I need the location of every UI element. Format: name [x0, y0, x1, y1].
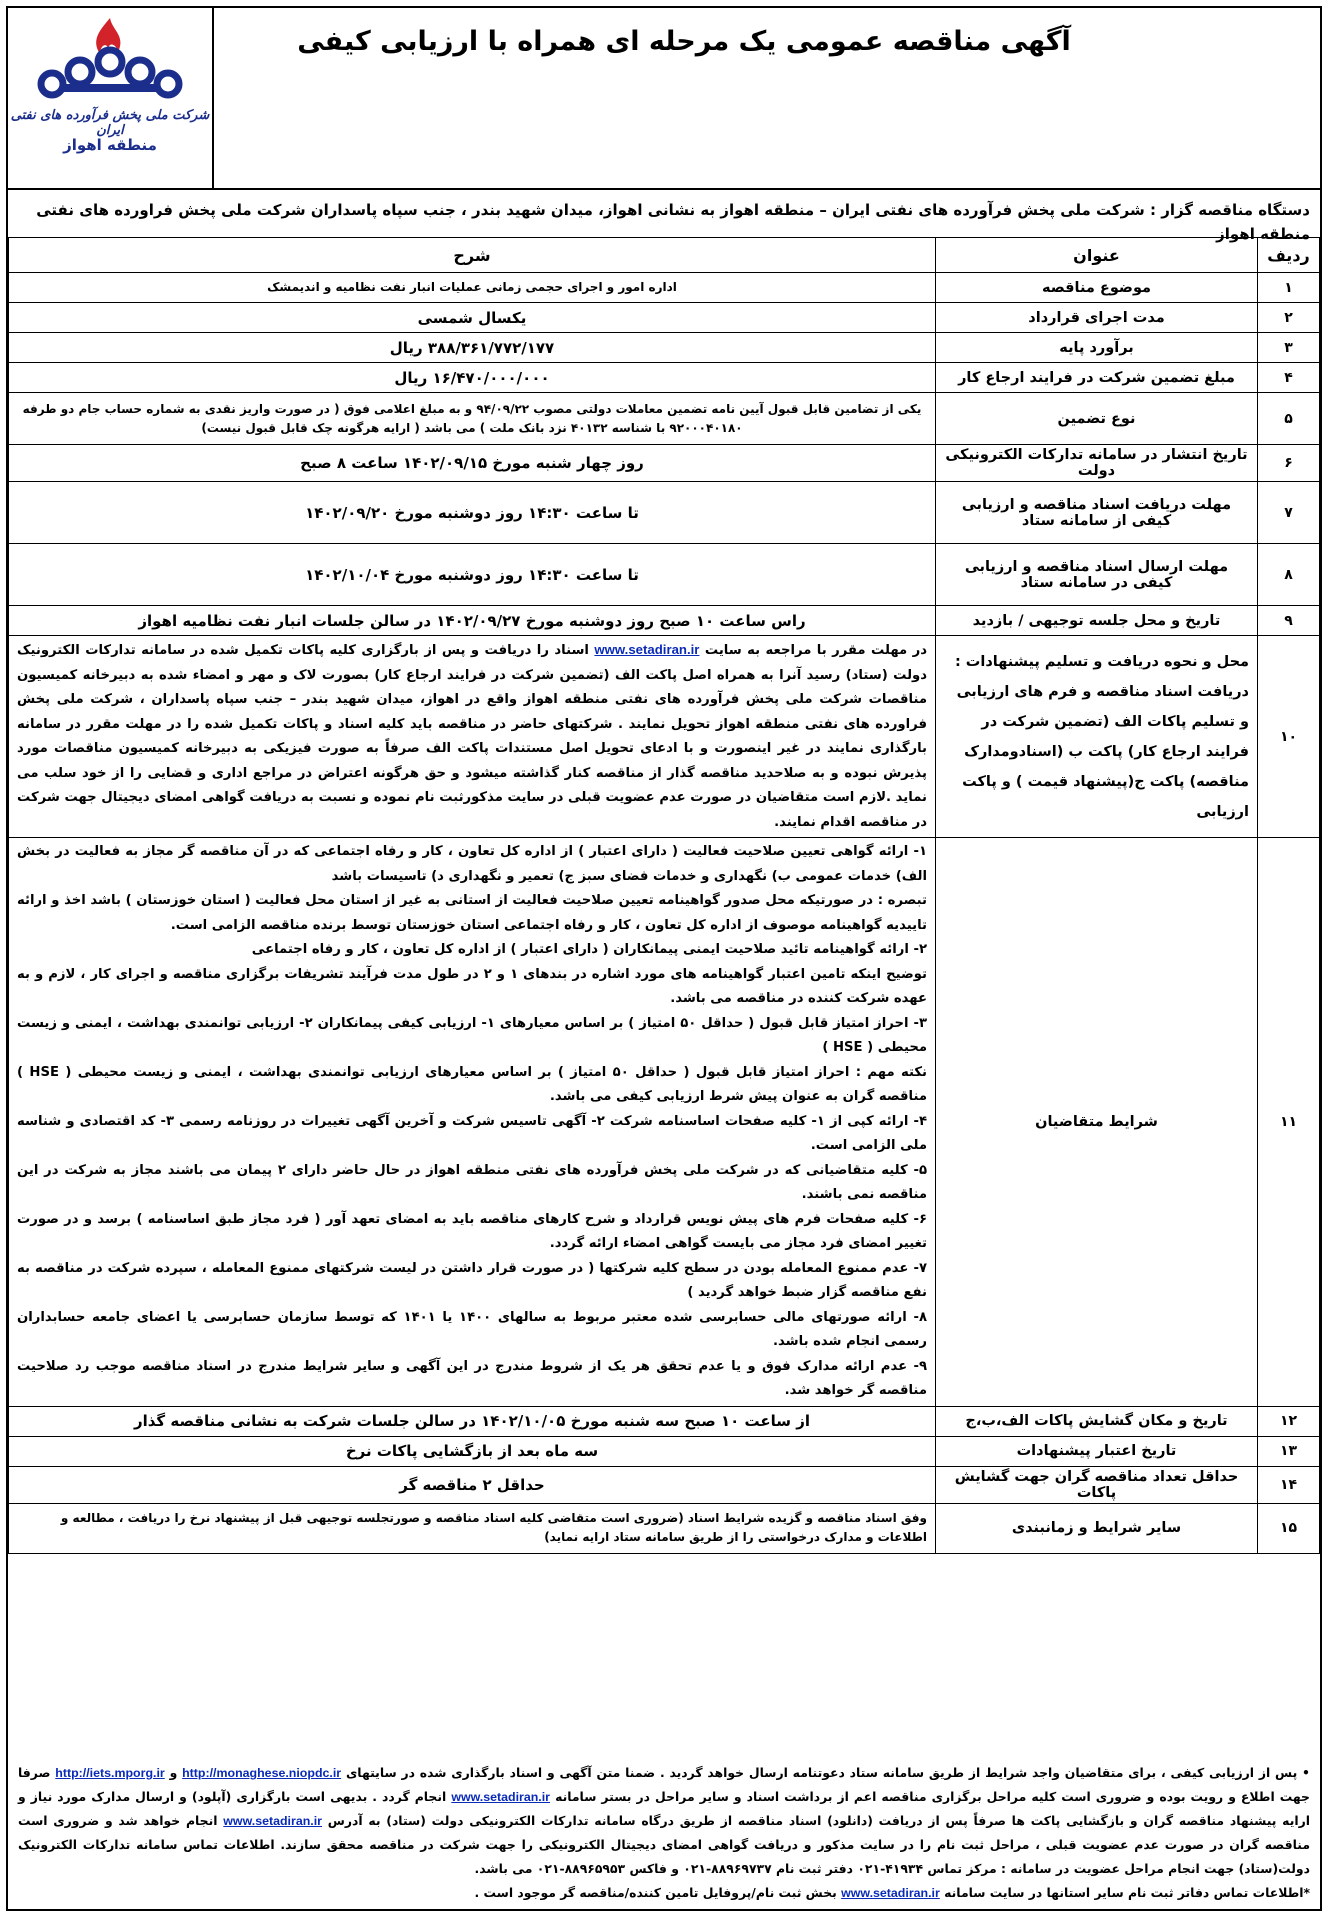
- setadiran-link[interactable]: www.setadiran.ir: [594, 642, 700, 657]
- condition-item: ۹- عدم ارائه مدارک فوق و یا عدم تحقق هر یک از شروط مندرج در این آگهی و سایر شرایط مندرج در اسناد مناقصه موجب رد صلاحیت مناقصه گر خواهد شد.: [17, 1358, 927, 1398]
- conditions-list: [9, 838, 936, 1407]
- row-title: تاریخ و محل جلسه توجیهی / بازدید: [936, 606, 1258, 636]
- row-desc: یکی از تضامین قابل قبول آیین نامه تضمین معاملات دولتی مصوب ۹۴/۰۹/۲۲ و به مبلغ اعلامی فوق ( در صورت واریز نقدی به شماره حساب جام دو طرفه ۹۲۰۰۰۴۰۱۸۰ با شناسه ۴۰۱۳۲ نزد بانک ملت ) می باشد ( ارایه هرگونه چک قابل قبول نیست): [9, 393, 936, 445]
- footer-text: صرفا جهت اطلاع و رویت بوده و ضروری است کلیه مراحل برگزاری مناقصه اعم از برداشت اسناد و سایر مراحل در بستر سامانه: [18, 1765, 1310, 1804]
- table-row: [9, 363, 1320, 393]
- row-desc: حداقل ۲ مناقصه گر: [9, 1466, 936, 1503]
- row-index: ۶: [1258, 445, 1320, 482]
- table-row: [9, 606, 1320, 636]
- row-title: نوع تضمین: [936, 393, 1258, 445]
- row-index: ۱: [1258, 273, 1320, 303]
- table-row: [9, 482, 1320, 544]
- row-desc: ۱۶/۴۷۰/۰۰۰/۰۰۰ ریال: [9, 363, 936, 393]
- row-title: برآورد پایه: [936, 333, 1258, 363]
- footer-notes: [18, 1761, 1310, 1905]
- row-desc: اداره امور و اجرای حجمی زمانی عملیات انبار نفت نظامیه و اندیمشک: [9, 273, 936, 303]
- condition-item: ۷- عدم ممنوع المعامله بودن در سطح کلیه شرکتها ( در صورت قرار داشتن در لیست شرکتهای ممنوع المعامله ، سپرده شرکت در مناقصه به نفع مناقصه گزار ضبط خواهد گردید ): [17, 1260, 927, 1300]
- table-row: [9, 445, 1320, 482]
- condition-item: نکته مهم : احراز امتیاز قابل قبول ( حداقل ۵۰ امتیاز ) بر اساس معیارهای ارزیابی توانمندی بهداشت ، ایمنی و زیست محیطی ( HSE ) مناقصه گران به عنوان پیش شرط ارزیابی کیفی می باشد.: [17, 1064, 927, 1104]
- monaghese-link[interactable]: http://monaghese.niopdc.ir: [182, 1766, 342, 1780]
- footer-text: پس از ارزیابی کیفی ، برای متقاضیان واجد شرایط از طریق سامانه ستاد دعوتنامه ارسال خواهد گردید . ضمنا متن آگهی و اسناد بارگذاری شده در سایتهای: [345, 1765, 1298, 1780]
- row-title: مبلغ تضمین شرکت در فرایند ارجاع کار: [936, 363, 1258, 393]
- iets-link[interactable]: http://iets.mporg.ir: [55, 1766, 165, 1780]
- header: [8, 8, 1320, 190]
- table-header-row: [9, 238, 1320, 273]
- row-desc: از ساعت ۱۰ صبح سه شنبه مورخ ۱۴۰۲/۱۰/۰۵ در سالن جلسات شرکت به نشانی مناقصه گذار: [9, 1406, 936, 1436]
- row-desc-post: اسناد را دریافت و پس از بارگزاری کلیه پاکات تکمیل شده در سامانه تدارکات الکترونیک دولت (ستاد) رسید آنرا به همراه اصل پاکت الف (تضمین شرکت در فرایند ارجاع کار) بصورت لاک و مهر و امضاء شده به دبیرخانه کمیسیون مناقصات شرکت ملی پخش فرآورده های نفتی منطقه اهواز واقع در اهواز، میدان شهید بندر – جنب سپاه پاسداران ، شرکت ملی پخش فراورده های نفتی منطقه اهواز تحویل نمایند . شرکتهای حاضر در مناقصه باید کلیه اسناد و پاکات تکمیل شده را در مهلت مقرر در سامانه بارگذاری نمایند در غیر اینصورت و با ادعای تحویل اصل مستندات پاکت الف صرفاً به صورت فیزیکی به دبیرخانه کمیسیون مناقصات مورد پذیرش نبوده و به صلاحدید مناقصه گذار از مناقصه کنار گذاشته میشود و حق هرگونه اعتراض در مراجع اداری و قضایی را از خود سلب می نماید .لازم است متقاضیان در صورت عدم عضویت قبلی در سایت مذکورثبت نام نموده و نسبت به دریافت گواهی امضای دیجیتال جهت شرکت در مناقصه اقدام نمایند.: [17, 643, 927, 830]
- footer-paragraph: [18, 1761, 1310, 1881]
- header-title: عنوان: [936, 238, 1258, 273]
- row-index: ۷: [1258, 482, 1320, 544]
- row-index: ۹: [1258, 606, 1320, 636]
- footer-text: و: [169, 1765, 178, 1780]
- table-row: [9, 303, 1320, 333]
- footer-text: بخش ثبت نام/پروفایل تامین کننده/مناقصه گر موجود است .: [474, 1885, 837, 1900]
- row-desc: ۳۸۸/۳۶۱/۷۷۲/۱۷۷ ریال: [9, 333, 936, 363]
- row-desc-pre: در مهلت مقرر با مراجعه به سایت: [704, 643, 928, 658]
- row-index: ۱۱: [1258, 838, 1320, 1407]
- row-title: شرایط متقاضیان: [936, 838, 1258, 1407]
- row-title: سایر شرایط و زمانبندی: [936, 1503, 1258, 1553]
- condition-item: ۱- ارائه گواهی تعیین صلاحیت فعالیت ( دارای اعتبار ) از اداره کل تعاون ، کار و رفاه اجتماعی که در آن مناقصه گر مجاز به فعالیت در بخش الف) خدمات عمومی ب) نگهداری و خدمات فضای سبز ج) تعمیر و نگهداری د) تاسیسات باشد: [17, 844, 927, 884]
- condition-item: ۸- ارائه صورتهای مالی حسابرسی شده معتبر مربوط به سالهای ۱۴۰۰ یا ۱۴۰۱ که توسط سازمان حسابرسی یا اعضای جامعه حسابداران رسمی انجام شده باشد.: [17, 1309, 928, 1349]
- row-title: تاریخ و مکان گشایش پاکات الف،ب،ج: [936, 1406, 1258, 1436]
- footer-text: انجام خواهد شد و ضروری است مناقصه گران در صورت عدم عضویت قبلی ، مراحل ثبت نام را در سایت مذکور و دریافت گواهی امضای دیجیتال الکترونیکی را جهت شرکت در مناقصه محقق سازند. اطلاعات تماس سامانه تدارکات الکترونیک دولت(ستاد) جهت انجام مراحل عضویت در سامانه : مرکز تماس ۴۱۹۳۴-۰۲۱ دفتر ثبت نام ۸۸۹۶۹۷۳۷-۰۲۱ و فاکس ۸۸۹۶۵۹۵۳-۰۲۱ می باشد.: [18, 1813, 1310, 1876]
- table-row: [9, 333, 1320, 363]
- company-logo-icon: [30, 14, 190, 109]
- table-row: [9, 544, 1320, 606]
- row-desc: یکسال شمسی: [9, 303, 936, 333]
- row-title: تاریخ انتشار در سامانه تدارکات الکترونیکی دولت: [936, 445, 1258, 482]
- row-title: موضوع مناقصه: [936, 273, 1258, 303]
- row-index: ۱۴: [1258, 1466, 1320, 1503]
- row-desc: [9, 636, 936, 838]
- table-row: [9, 1503, 1320, 1553]
- setadiran-link[interactable]: www.setadiran.ir: [451, 1790, 551, 1804]
- row-title: محل و نحوه دریافت و تسلیم پیشنهادات : دریافت اسناد مناقصه و فرم های ارزیابی و تسلیم پاکات الف (تضمین شرکت در فرایند ارجاع کار) پاکت ب (اسنادومدارک مناقصه) پاکت ج(پیشنهاد قیمت ) و پاکت ارزیابی: [936, 636, 1258, 838]
- table-row: [9, 1406, 1320, 1436]
- condition-item: ۲- ارائه گواهینامه تائید صلاحیت ایمنی پیمانکاران ( دارای اعتبار ) از اداره کل تعاون ، کار و رفاه اجتماعی: [251, 942, 927, 957]
- tender-notice: [6, 6, 1322, 1911]
- row-index: ۱۵: [1258, 1503, 1320, 1553]
- condition-item: تبصره : در صورتیکه محل صدور گواهینامه تعیین صلاحیت فعالیت از استانی به غیر از استان محل فعالیت ( استان خوزستان ) باشد اخذ و ارائه تاییدیه گواهینامه موصوف از اداره کل تعاون ، کار و رفاه اجتماعی استان خوزستان توسط برنده مناقصه الزامی است.: [17, 893, 927, 933]
- table-row: [9, 1436, 1320, 1466]
- bullet-icon: •: [1302, 1765, 1310, 1780]
- setadiran-link[interactable]: www.setadiran.ir: [841, 1886, 940, 1900]
- row-desc: تا ساعت ۱۴:۳۰ روز دوشنبه مورخ ۱۴۰۲/۰۹/۲۰: [9, 482, 936, 544]
- table-row: [9, 636, 1320, 838]
- row-title: تاریخ اعتبار پیشنهادات: [936, 1436, 1258, 1466]
- row-index: ۵: [1258, 393, 1320, 445]
- condition-item: ۶- کلیه صفحات فرم های پیش نویس قرارداد و شرح کارهای مناقصه باید به امضای تعهد آور ( فرد مجاز طبق اساسنامه ) برسد و در صورت تغییر امضای فرد مجاز می بایست گواهی امضاء ارائه گردد.: [17, 1211, 927, 1251]
- row-title: مدت اجرای قرارداد: [936, 303, 1258, 333]
- row-index: ۸: [1258, 544, 1320, 606]
- organizer-text: شرکت ملی پخش فرآورده های نفتی ایران – منطقه اهواز به نشانی اهواز، میدان شهید بندر ، جنب سپاه پاسداران شرکت ملی پخش فراورده های نفتی منطقه اهواز: [36, 201, 1310, 243]
- table-row: [9, 1466, 1320, 1503]
- header-index: ردیف: [1258, 238, 1320, 273]
- logo-text: شرکت ملی پخش فرآورده های نفتی ایران: [10, 108, 210, 138]
- tender-table: [8, 237, 1320, 1554]
- logo-region: منطقه اهواز: [63, 136, 157, 154]
- condition-item: ۵- کلیه متقاضیانی که در شرکت ملی پخش فرآورده های نفتی منطقه اهواز در حال حاضر دارای ۲ پیمان می باشند مجاز به شرکت در این مناقصه نمی باشند.: [17, 1162, 927, 1202]
- setadiran-link[interactable]: www.setadiran.ir: [223, 1814, 322, 1828]
- row-index: ۱۰: [1258, 636, 1320, 838]
- row-index: ۳: [1258, 333, 1320, 363]
- footer-text: *اطلاعات تماس دفاتر ثبت نام سایر استانها در سایت سامانه: [944, 1885, 1310, 1900]
- condition-item: ۴- ارائه کپی از ۱- کلیه صفحات اساسنامه شرکت ۲- آگهی تاسیس شرکت و آخرین آگهی تغییرات در روزنامه رسمی ۳- کد اقتصادی و شناسه ملی الزامی است.: [17, 1113, 927, 1153]
- table-row: [9, 393, 1320, 445]
- row-desc: وفق اسناد مناقصه و گزیده شرایط اسناد (ضروری است متقاضی کلیه اسناد مناقصه و صورتجلسه توجیهی قبل از پیشنهاد نرخ را دریافت ، مطالعه و اطلاعات و مدارک درخواستی را از طریق سامانه ستاد ارایه نماید): [9, 1503, 936, 1553]
- organizer-label: دستگاه مناقصه گزار :: [1149, 201, 1310, 219]
- company-logo: [8, 8, 214, 188]
- header-desc: شرح: [9, 238, 936, 273]
- footer-paragraph: [18, 1881, 1310, 1905]
- row-title: حداقل تعداد مناقصه گران جهت گشایش پاکات: [936, 1466, 1258, 1503]
- row-desc: راس ساعت ۱۰ صبح روز دوشنبه مورخ ۱۴۰۲/۰۹/۲۷ در سالن جلسات انبار نفت نظامیه اهواز: [9, 606, 936, 636]
- row-index: ۴: [1258, 363, 1320, 393]
- condition-item: توضیح اینکه تامین اعتبار گواهینامه های مورد اشاره در بندهای ۱ و ۲ در طول مدت فرآیند تشریفات برگزاری مناقصه و اجرای کار ، لازم و به عهده شرکت کننده در مناقصه می باشد.: [17, 966, 927, 1006]
- condition-item: ۳- احراز امتیاز قابل قبول ( حداقل ۵۰ امتیاز ) بر اساس معیارهای ۱- ارزیابی کیفی پیمانکاران ۲- ارزیابی توانمندی بهداشت ، ایمنی و زیست محیطی ( HSE ): [17, 1015, 928, 1055]
- row-desc: روز چهار شنبه مورخ ۱۴۰۲/۰۹/۱۵ ساعت ۸ صبح: [9, 445, 936, 482]
- page-title: آگهی مناقصه عمومی یک مرحله ای همراه با ارزیابی کیفی: [297, 26, 1071, 57]
- table-row: [9, 273, 1320, 303]
- row-title: مهلت ارسال اسناد مناقصه و ارزیابی کیفی در سامانه ستاد: [936, 544, 1258, 606]
- row-index: ۱۳: [1258, 1436, 1320, 1466]
- row-title: مهلت دریافت اسناد مناقصه و ارزیابی کیفی از سامانه ستاد: [936, 482, 1258, 544]
- table-row: [9, 838, 1320, 1407]
- row-index: ۲: [1258, 303, 1320, 333]
- row-index: ۱۲: [1258, 1406, 1320, 1436]
- row-desc: سه ماه بعد از بازگشایی پاکات نرخ: [9, 1436, 936, 1466]
- footer-text: انجام گردد . بدیهی است بارگزاری (آپلود) و ارسال مدارک مورد نیاز و ارایه پیشنهاد مناقصه گران و بازگشایی پاکت ها صرفاً پس از دریافت (دانلود) اسناد مناقصه از طریق درگاه سامانه تدارکات الکترونیکی دولت (ستاد) به آدرس: [18, 1789, 1310, 1828]
- row-desc: تا ساعت ۱۴:۳۰ روز دوشنبه مورخ ۱۴۰۲/۱۰/۰۴: [9, 544, 936, 606]
